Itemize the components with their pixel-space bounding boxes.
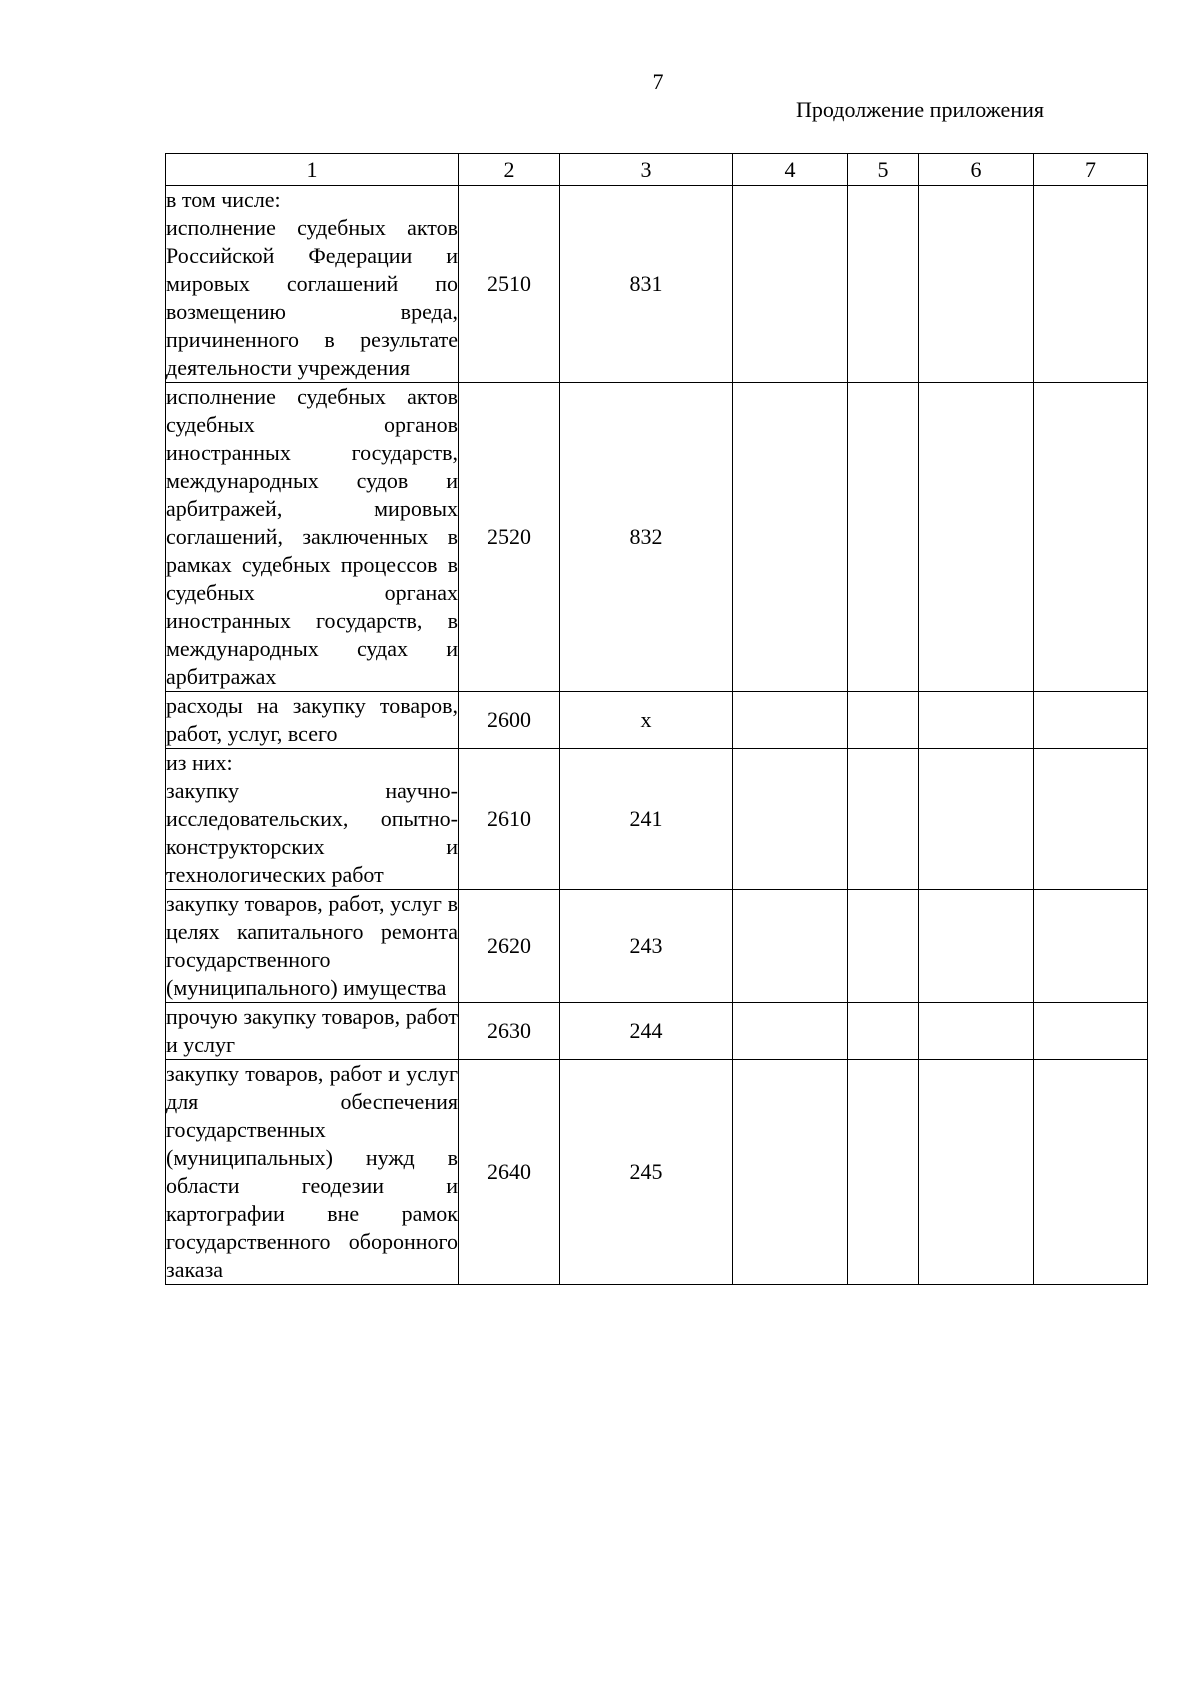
- row-cell-7: [1034, 749, 1148, 890]
- row-cell-5: [848, 1060, 919, 1285]
- row-cell-6: [919, 890, 1034, 1003]
- row-kbk: 831: [560, 186, 733, 383]
- row-cell-4: [733, 749, 848, 890]
- row-cell-6: [919, 1003, 1034, 1060]
- table-row: [166, 692, 1148, 749]
- row-cell-5: [848, 186, 919, 383]
- row-cell-7: [1034, 890, 1148, 1003]
- row-kbk: х: [560, 692, 733, 749]
- column-header: 4: [733, 154, 848, 186]
- row-cell-7: [1034, 1003, 1148, 1060]
- row-description: [166, 186, 459, 383]
- row-code: 2610: [459, 749, 560, 890]
- row-cell-6: [919, 749, 1034, 890]
- row-kbk: 245: [560, 1060, 733, 1285]
- row-cell-7: [1034, 383, 1148, 692]
- table-row: [166, 749, 1148, 890]
- row-description: закупку товаров, работ и услуг для обеспечения государственных (муниципальных) нужд в области геодезии и картографии вне рамок государственного оборонного заказа: [166, 1060, 459, 1285]
- row-code: 2600: [459, 692, 560, 749]
- page-number: 7: [652, 69, 664, 94]
- report-table: [165, 153, 1148, 1285]
- row-kbk: 241: [560, 749, 733, 890]
- row-cell-7: [1034, 186, 1148, 383]
- column-header: 3: [560, 154, 733, 186]
- row-description-intro: из них:: [166, 750, 233, 775]
- table-header-row: [166, 154, 1148, 186]
- column-header: 2: [459, 154, 560, 186]
- row-description: [166, 749, 459, 890]
- row-kbk: 832: [560, 383, 733, 692]
- row-code: 2620: [459, 890, 560, 1003]
- row-cell-5: [848, 890, 919, 1003]
- row-cell-6: [919, 692, 1034, 749]
- row-kbk: 244: [560, 1003, 733, 1060]
- row-description-text: закупку научно-исследовательских, опытно-конструкторских и технологических работ: [166, 778, 458, 887]
- row-description: закупку товаров, работ, услуг в целях капитального ремонта государственного (муниципального) имущества: [166, 890, 459, 1003]
- row-cell-4: [733, 1003, 848, 1060]
- table-row: [166, 1003, 1148, 1060]
- table-row: [166, 383, 1148, 692]
- row-cell-4: [733, 383, 848, 692]
- table-row: [166, 1060, 1148, 1285]
- row-cell-7: [1034, 1060, 1148, 1285]
- row-cell-7: [1034, 692, 1148, 749]
- row-cell-5: [848, 1003, 919, 1060]
- row-cell-6: [919, 383, 1034, 692]
- row-cell-4: [733, 890, 848, 1003]
- row-code: 2630: [459, 1003, 560, 1060]
- table-row: [166, 890, 1148, 1003]
- table-row: [166, 186, 1148, 383]
- continuation-label: Продолжение приложения: [796, 97, 1044, 122]
- column-header: 1: [166, 154, 459, 186]
- column-header: 5: [848, 154, 919, 186]
- row-cell-5: [848, 383, 919, 692]
- column-header: 7: [1034, 154, 1148, 186]
- row-description-text: исполнение судебных актов Российской Федерации и мировых соглашений по возмещению вреда, причиненного в результате деятельности учреждения: [166, 215, 458, 380]
- row-cell-5: [848, 749, 919, 890]
- row-cell-4: [733, 186, 848, 383]
- row-code: 2640: [459, 1060, 560, 1285]
- row-code: 2520: [459, 383, 560, 692]
- row-cell-6: [919, 1060, 1034, 1285]
- row-description: расходы на закупку товаров, работ, услуг, всего: [166, 692, 459, 749]
- row-description-intro: в том числе:: [166, 187, 281, 212]
- row-kbk: 243: [560, 890, 733, 1003]
- row-cell-4: [733, 1060, 848, 1285]
- row-description: исполнение судебных актов судебных органов иностранных государств, международных судов и арбитражей, мировых соглашений, заключенных в рамках судебных процессов в судебных органах иностранных государств, в международных судах и арбитражах: [166, 383, 459, 692]
- row-description: прочую закупку товаров, работ и услуг: [166, 1003, 459, 1060]
- row-code: 2510: [459, 186, 560, 383]
- row-cell-5: [848, 692, 919, 749]
- column-header: 6: [919, 154, 1034, 186]
- row-cell-6: [919, 186, 1034, 383]
- row-cell-4: [733, 692, 848, 749]
